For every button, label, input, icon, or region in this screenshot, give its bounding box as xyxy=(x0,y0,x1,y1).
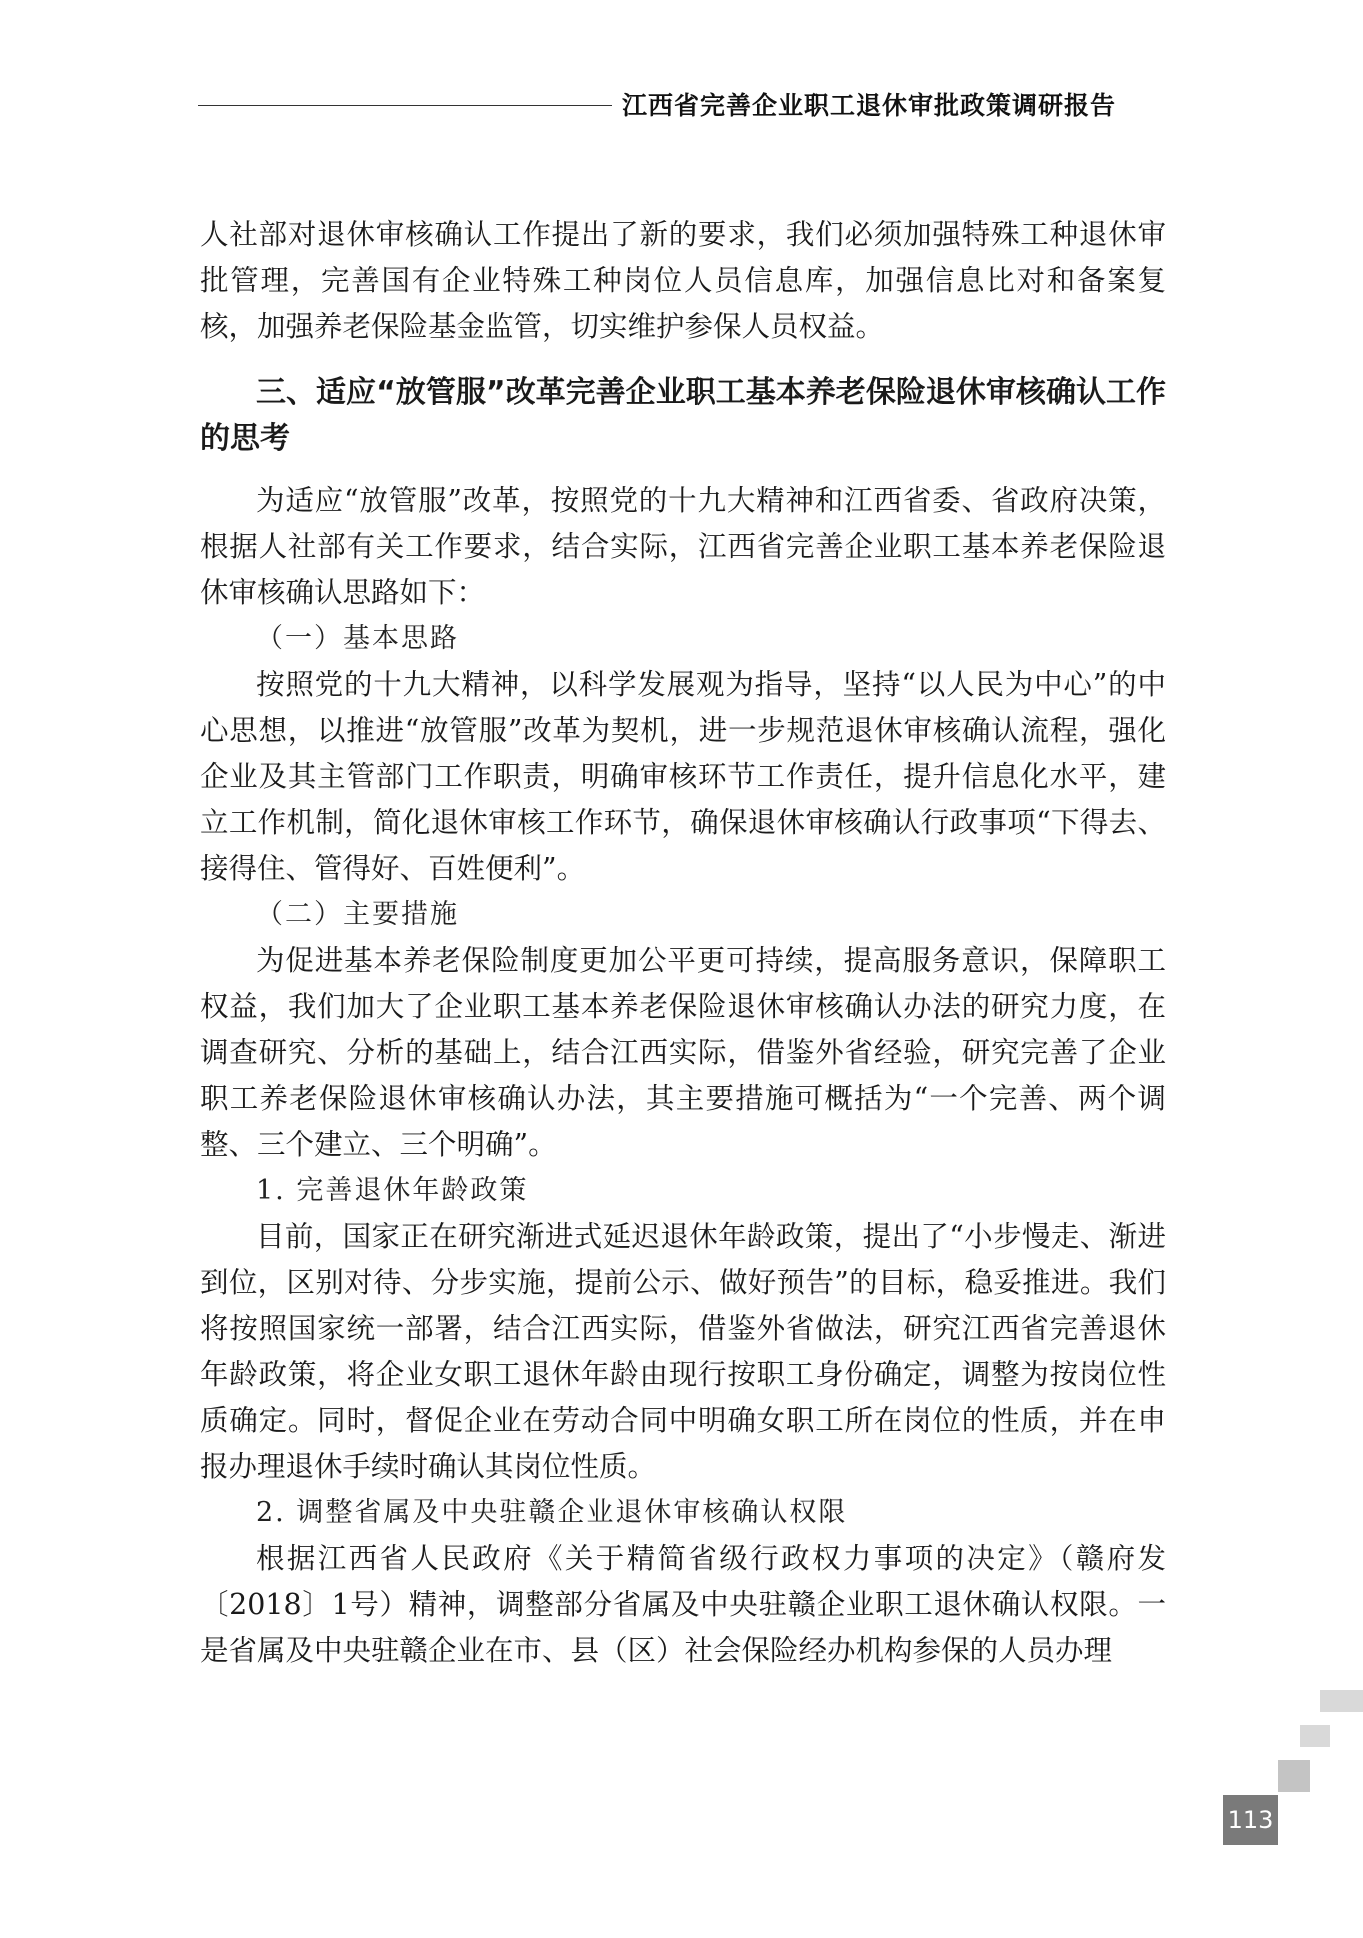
paragraph: 根据江西省人民政府《关于精简省级行政权力事项的决定》（赣府发〔2018〕1号）精神，调整部分省属及中央驻赣企业职工退休确认权限。一是省属及中央驻赣企业在市、县（区）社会保险经办机构参保的人员办理 xyxy=(200,1542,1166,1667)
list-item-heading: 1. 完善退休年龄政策 xyxy=(256,1175,529,1206)
decorative-square xyxy=(1320,1690,1363,1712)
subheading: （一）基本思路 xyxy=(256,623,459,654)
page-number: 113 xyxy=(1223,1795,1278,1845)
paragraph: 目前，国家正在研究渐进式延迟退休年龄政策，提出了“小步慢走、渐进到位，区别对待、分步实施，提前公示、做好预告”的目标，稳妥推进。我们将按照国家统一部署，结合江西实际，借鉴外省做法，研究江西省完善退休年龄政策，将企业女职工退休年龄由现行按职工身份确定，调整为按岗位性质确定。同时，督促企业在劳动合同中明确女职工所在岗位的性质，并在申报办理退休手续时确认其岗位性质。 xyxy=(200,1220,1166,1483)
paragraph: 为促进基本养老保险制度更加公平更可持续，提高服务意识，保障职工权益，我们加大了企业职工基本养老保险退休审核确认办法的研究力度，在调查研究、分析的基础上，结合江西实际，借鉴外省经验，研究完善了企业职工养老保险退休审核确认办法，其主要措施可概括为“一个完善、两个调整、三个建立、三个明确”。 xyxy=(200,944,1166,1161)
page-content xyxy=(200,212,1166,1674)
paragraph: 按照党的十九大精神，以科学发展观为指导，坚持“以人民为中心”的中心思想，以推进“放管服”改革为契机，进一步规范退休审核确认流程，强化企业及其主管部门工作职责，明确审核环节工作责任，提升信息化水平，建立工作机制，简化退休审核工作环节，确保退休审核确认行政事项“下得去、接得住、管得好、百姓便利”。 xyxy=(200,668,1166,885)
section-heading: 三、适应“放管服”改革完善企业职工基本养老保险退休审核确认工作的思考 xyxy=(200,375,1166,456)
running-title: 江西省完善企业职工退休审批政策调研报告 xyxy=(622,91,1117,120)
decorative-square xyxy=(1278,1760,1310,1792)
header-rule xyxy=(198,105,612,106)
subheading: （二）主要措施 xyxy=(256,899,459,930)
paragraph: 为适应“放管服”改革，按照党的十九大精神和江西省委、省政府决策，根据人社部有关工作要求，结合实际，江西省完善企业职工基本养老保险退休审核确认思路如下： xyxy=(200,484,1166,609)
list-item-heading: 2. 调整省属及中央驻赣企业退休审核确认权限 xyxy=(256,1497,848,1528)
decorative-square xyxy=(1300,1725,1330,1747)
paragraph: 人社部对退休审核确认工作提出了新的要求，我们必须加强特殊工种退休审批管理，完善国有企业特殊工种岗位人员信息库，加强信息比对和备案复核，加强养老保险基金监管，切实维护参保人员权益。 xyxy=(200,218,1166,343)
